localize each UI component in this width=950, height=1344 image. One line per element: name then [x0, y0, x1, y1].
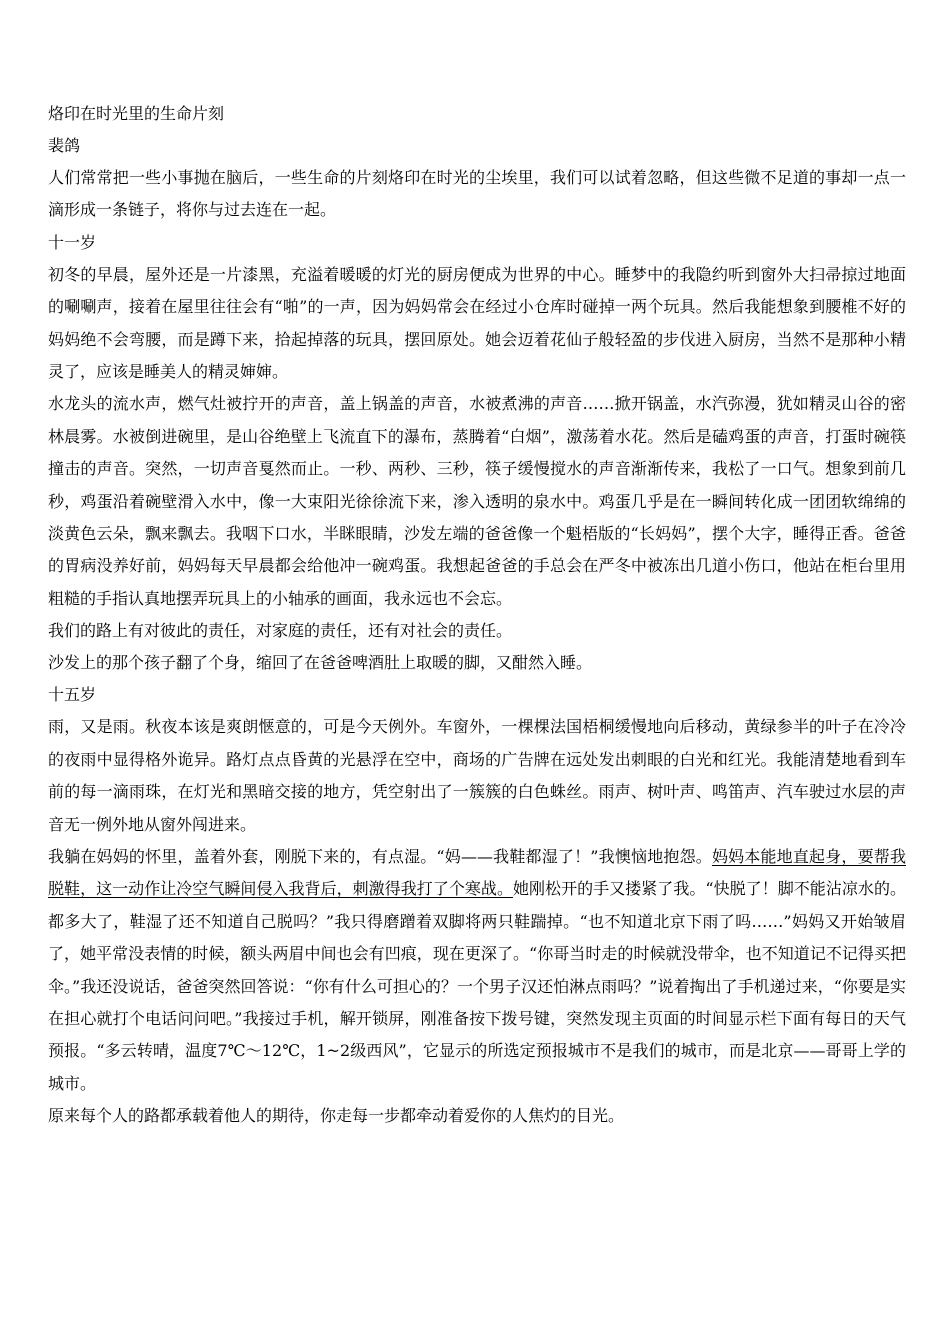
- section-heading-age-11: 十一岁: [48, 232, 97, 252]
- section1-paragraph-2: 水龙头的流水声，燃气灶被拧开的声音，盖上锅盖的声音，水被煮沸的声音……掀开锅盖，水汽弥漫，犹如精灵山谷的密林晨雾。水被倒进碗里，是山谷绝壁上飞流直下的瀑布，蒸腾着“白烟”，激荡着水花。然后是磕鸡蛋的声音，打蛋时碗筷撞击的声音。突然，一切声音戛然而止。一秒、两秒、三秒，筷子缓慢搅水的声音渐渐传来，我松了一口气。想象到前几秒，鸡蛋沿着碗壁滑入水中，像一大束阳光徐徐流下来，渗入透明的泉水中。鸡蛋几乎是在一瞬间转化成一团团软绵绵的淡黄色云朵，飘来飘去。我咽下口水，半眯眼睛，沙发左端的爸爸像一个魁梧版的“长妈妈”，摆个大字，睡得正香。爸爸的胃病没养好前，妈妈每天早晨都会给他冲一碗鸡蛋。我想起爸爸的手总会在严冬中被冻出几道小伤口，他站在柜台里用粗糙的手指认真地摆弄玩具上的小轴承的画面，我永远也不会忘。: [48, 394, 906, 608]
- section1-paragraph-1: 初冬的早晨，屋外还是一片漆黑，充溢着暖暖的灯光的厨房便成为世界的中心。睡梦中的我隐约听到窗外大扫帚掠过地面的唰唰声，接着在屋里往往会有“啪”的一声，因为妈妈常会在经过小仓库时碰掉一两个玩具。然后我能想象到腰椎不好的妈妈绝不会弯腰，而是蹲下来，拾起掉落的玩具，摆回原处。她会迈着花仙子般轻盈的步伐进入厨房，当然不是那种小精灵了，应该是睡美人的精灵婶婶。: [48, 264, 906, 382]
- section2-paragraph-3: 原来每个人的路都承载着他人的期待，你走每一步都牵动着爱你的人焦灼的目光。: [48, 1106, 625, 1126]
- article: [48, 98, 906, 1132]
- paragraph-text-after: 她刚松开的手又搂紧了我。“快脱了！脚不能沾凉水的。都多大了，鞋湿了还不知道自己脱吗？”我只得磨蹭着双脚将两只鞋踹掉。“也不知道北京下雨了吗……”妈妈又开始皱眉了，她平常没表情的时候，额头两眉中间也会有凹痕，现在更深了。“你哥当时走的时候就没带伞，也不知道记不记得买把伞。”我还没说话，爸爸突然回答说：“你有什么可担心的？一个男子汉还怕淋点雨吗？”说着掏出了手机递过来，“你要是实在担心就打个电话问问吧。”我接过手机，解开锁屏，刚准备按下拨号键，突然发现主页面的时间显示栏下面有每日的天气预报。“多云转晴，温度7℃～12℃，1~2级西风”，它显示的所选定预报城市不是我们的城市，而是北京——哥哥上学的城市。: [48, 879, 906, 1093]
- underlined-sentence: 妈妈本能地直起身，要帮我脱鞋，这一动作让冷空气瞬间侵入我背后，刺激得我打了个寒战。: [48, 846, 906, 899]
- paragraph-text-before: 我躺在妈妈的怀里，盖着外套，刚脱下来的，有点湿。“妈——我鞋都湿了！”我懊恼地抱怨。: [48, 846, 712, 866]
- section2-paragraph-1: 雨，又是雨。秋夜本该是爽朗惬意的，可是今天例外。车窗外，一棵棵法国梧桐缓慢地向后移动，黄绿参半的叶子在冷冷的夜雨中显得格外诡异。路灯点点昏黄的光悬浮在空中，商场的广告牌在远处发出刺眼的白光和红光。我能清楚地看到车前的每一滴雨珠，在灯光和黑暗交接的地方，凭空射出了一簇簇的白色蛛丝。雨声、树叶声、鸣笛声、汽车驶过水层的声音无一例外地从窗外闯进来。: [48, 717, 906, 834]
- section1-paragraph-4: 沙发上的那个孩子翻了个身，缩回了在爸爸啤酒肚上取暖的脚，又酣然入睡。: [48, 653, 593, 673]
- intro-paragraph: 人们常常把一些小事抛在脑后，一些生命的片刻烙印在时光的尘埃里，我们可以试着忽略，但这些微不足道的事却一点一滴形成一条链子，将你与过去连在一起。: [48, 168, 906, 220]
- article-author: 裴鸽: [48, 136, 81, 155]
- section1-paragraph-3: 我们的路上有对彼此的责任，对家庭的责任，还有对社会的责任。: [48, 621, 513, 641]
- section-heading-age-15: 十五岁: [48, 685, 97, 705]
- section2-paragraph-2: [48, 841, 906, 1100]
- article-title: 烙印在时光里的生命片刻: [48, 104, 225, 123]
